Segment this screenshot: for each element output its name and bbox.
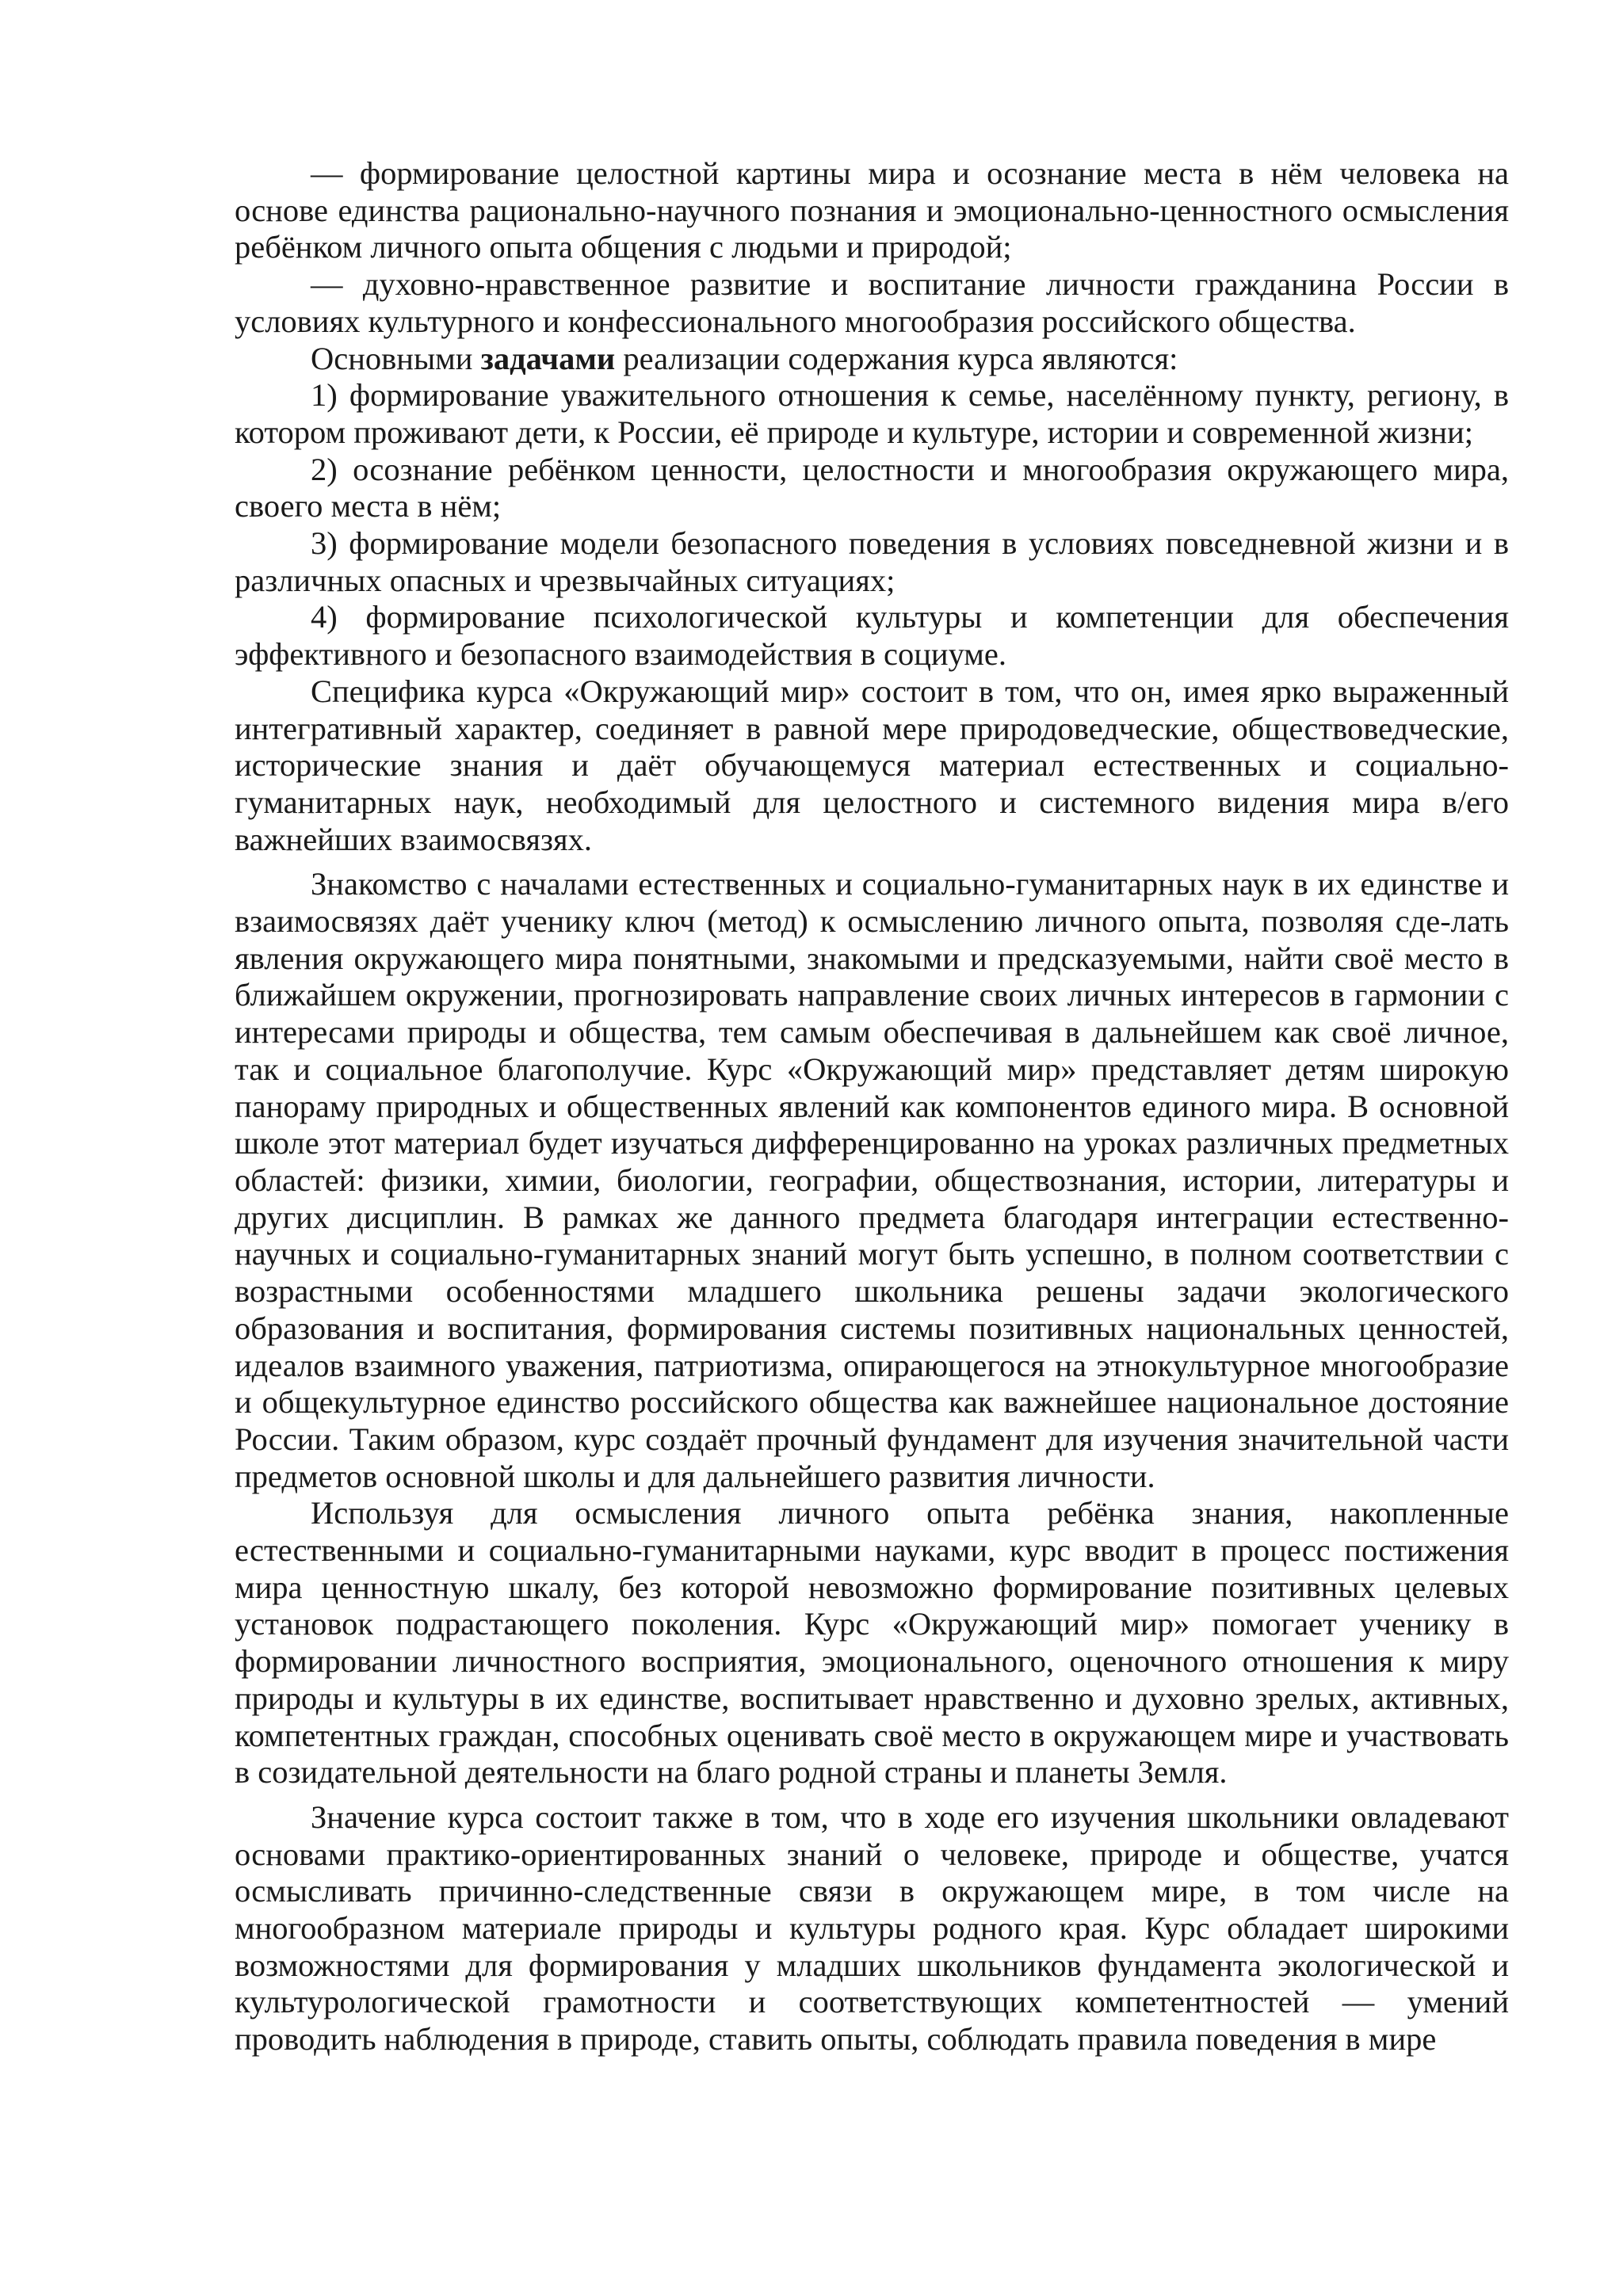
paragraph-acquaintance: Знакомство с началами естественных и социально-гуманитарных наук в их единстве и взаимосвязях даёт ученику ключ (метод) к осмыслению личного опыта, позволяя сде-лать явления окружающего мира понятными, знакомыми и предсказуемыми, найти своё место в ближайшем окружении, прогнозировать направление своих личных интересов в гармонии с интересами природы и общества, тем самым обеспечивая в дальнейшем как своё личное, так и социальное благополучие. Курс «Окружающий мир» представляет детям широкую панораму природных и общественных явлений как компонентов единого мира. В основной школе этот материал будет изучаться дифференцированно на уроках различных предметных областей: физики, химии, биологии, географии, обществознания, истории, литературы и других дисциплин. В рамках же данного предмета благодаря интеграции естественно-научных и социально-гуманитарных знаний могут быть успешно, в полном соответствии с возрастными особенностями младшего школьника решены задачи экологического образования и воспитания, формирования системы позитивных национальных ценностей, идеалов взаимного уважения, патриотизма, опирающегося на этнокультурное многообразие и общекультурное единство российского общества как важнейшее национальное достояние России. Таким образом, курс создаёт прочный фундамент для изучения значительной части предметов основной школы и для дальнейшего развития личности. [235, 866, 1509, 1494]
paragraph-task-3: 3) формирование модели безопасного поведения в условиях повседневной жизни и в различных опасных и чрезвычайных ситуациях; [235, 525, 1509, 598]
paragraph-task-2: 2) осознание ребёнком ценности, целостности и многообразия окружающего мира, своего места в нём; [235, 451, 1509, 524]
tasks-intro-after: реализации содержания курса являются: [615, 340, 1178, 376]
paragraph-significance: Значение курса состоит также в том, что в ходе его изучения школьники овладевают основами практико-ориентированных знаний о человеке, природе и обществе, учатся осмысливать причинно-следственные связи в окружающем мире, в том числе на многообразном материале природы и культуры родного края. Курс обладает широкими возможностями для формирования у младших школьников фундамента экологической и культурологической грамотности и соответствующих компетентностей — умений проводить наблюдения в природе, ставить опыты, соблюдать правила поведения в мире [235, 1798, 1509, 2058]
paragraph-tasks-intro [235, 341, 1509, 378]
paragraph-task-4: 4) формирование психологической культуры и компетенции для обеспечения эффективного и безопасного взаимодействия в социуме. [235, 599, 1509, 673]
tasks-intro-before: Основными [311, 340, 481, 376]
paragraph-goal-worldview: — формирование целостной картины мира и осознание места в нём человека на основе единства рационально-научного познания и эмоционально-ценностного осмысления ребёнком личного опыта общения с людьми и природой; [235, 155, 1509, 265]
document-page [235, 155, 1509, 2058]
tasks-keyword: задачами [480, 340, 616, 376]
paragraph-goal-spiritual: — духовно-нравственное развитие и воспитание личности гражданина России в условиях культурного и конфессионального многообразия российского общества. [235, 266, 1509, 339]
paragraph-task-1: 1) формирование уважительного отношения к семье, населённому пункту, региону, в котором проживают дети, к России, её природе и культуре, истории и современной жизни; [235, 377, 1509, 450]
paragraph-course-specifics: Специфика курса «Окружающий мир» состоит в том, что он, имея ярко выраженный интегративный характер, соединяет в равной мере природоведческие, обществоведческие, исторические знания и даёт обучающемуся материал естественных и социально-гуманитарных наук, необходимый для целостного и системного видения мира в/его важнейших взаимосвязях. [235, 673, 1509, 857]
paragraph-experience: Используя для осмысления личного опыта ребёнка знания, накопленные естественными и социально-гуманитарными науками, курс вводит в процесс постижения мира ценностную шкалу, без которой невозможно формирование позитивных целевых установок подрастающего поколения. Курс «Окружающий мир» помогает ученику в формировании личностного восприятия, эмоционального, оценочного отношения к миру природы и культуры в их единстве, воспитывает нравственно и духовно зрелых, активных, компетентных граждан, способных оценивать своё место в окружающем мире и участвовать в созидательной деятельности на благо родной страны и планеты Земля. [235, 1495, 1509, 1791]
